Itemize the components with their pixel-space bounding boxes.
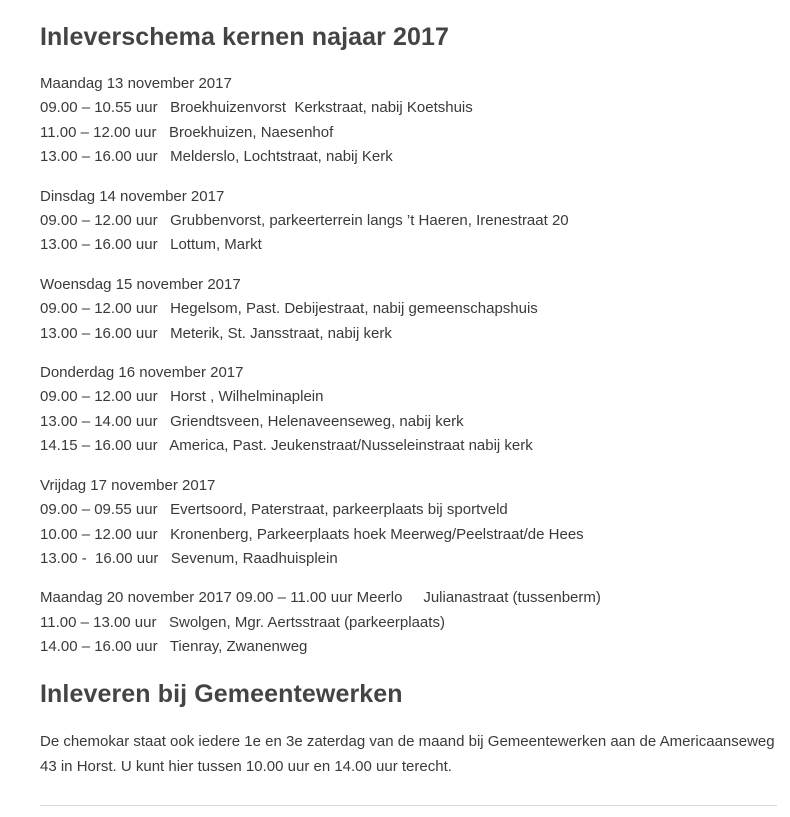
schedule-line: Vrijdag 17 november 2017: [40, 476, 216, 494]
schedule-line: 11.00 – 13.00 uur Swolgen, Mgr. Aertsstraat (parkeerplaats): [40, 613, 445, 631]
schedule-line: 13.00 - 16.00 uur Sevenum, Raadhuisplein: [40, 549, 338, 567]
day-block-3: [40, 361, 777, 459]
info-paragraph: De chemokar staat ook iedere 1e en 3e zaterdag van de maand bij Gemeentewerken aan de Americaanseweg 43 in Horst. U kunt hier tussen 10.00 uur en 14.00 uur terecht.: [40, 733, 775, 775]
schedule-line: 14.00 – 16.00 uur Tienray, Zwanenweg: [40, 638, 308, 656]
day-block-0: [40, 72, 777, 170]
schedule-line: 13.00 – 16.00 uur Melderslo, Lochtstraat, nabij Kerk: [40, 148, 393, 166]
schedule-line: Maandag 13 november 2017: [40, 75, 232, 92]
schedule-line: Maandag 20 november 2017 09.00 – 11.00 uur Meerlo Julianastraat (tussenberm): [40, 589, 601, 607]
schedule-line: Woensdag 15 november 2017: [40, 275, 241, 293]
schedule-line: 11.00 – 12.00 uur Broekhuizen, Naesenhof: [40, 123, 334, 141]
schedule-line: Dinsdag 14 november 2017: [40, 187, 225, 205]
schedule-line: 09.00 – 12.00 uur Grubbenvorst, parkeerterrein langs ’t Haeren, Irenestraat 20: [40, 212, 569, 230]
schedule-list: [40, 72, 777, 675]
schedule-line: Donderdag 16 november 2017: [40, 364, 244, 382]
schedule-line: 10.00 – 12.00 uur Kronenberg, Parkeerplaats hoek Meerweg/Peelstraat/de Hees: [40, 525, 584, 543]
section-heading: Inleveren bij Gemeentewerken: [40, 680, 403, 708]
schedule-line: 09.00 – 12.00 uur Hegelsom, Past. Debijestraat, nabij gemeenschapshuis: [40, 300, 538, 318]
day-block-4: [40, 474, 777, 572]
day-block-2: [40, 273, 777, 346]
schedule-line: 13.00 – 16.00 uur Meterik, St. Jansstraat, nabij kerk: [40, 324, 392, 342]
day-block-1: [40, 185, 777, 258]
schedule-line: 09.00 – 12.00 uur Horst , Wilhelminaplein: [40, 388, 324, 406]
divider: [40, 805, 777, 806]
page-title: Inleverschema kernen najaar 2017: [40, 23, 450, 51]
day-block-5: [40, 586, 777, 659]
schedule-line: 09.00 – 10.55 uur Broekhuizenvorst Kerkstraat, nabij Koetshuis: [40, 99, 473, 117]
schedule-line: 14.15 – 16.00 uur America, Past. Jeukenstraat/Nusseleinstraat nabij kerk: [40, 437, 533, 455]
schedule-line: 13.00 – 16.00 uur Lottum, Markt: [40, 236, 262, 254]
schedule-line: 13.00 – 14.00 uur Griendtsveen, Helenaveenseweg, nabij kerk: [40, 412, 464, 430]
schedule-line: 09.00 – 09.55 uur Evertsoord, Paterstraat, parkeerplaats bij sportveld: [40, 501, 508, 519]
